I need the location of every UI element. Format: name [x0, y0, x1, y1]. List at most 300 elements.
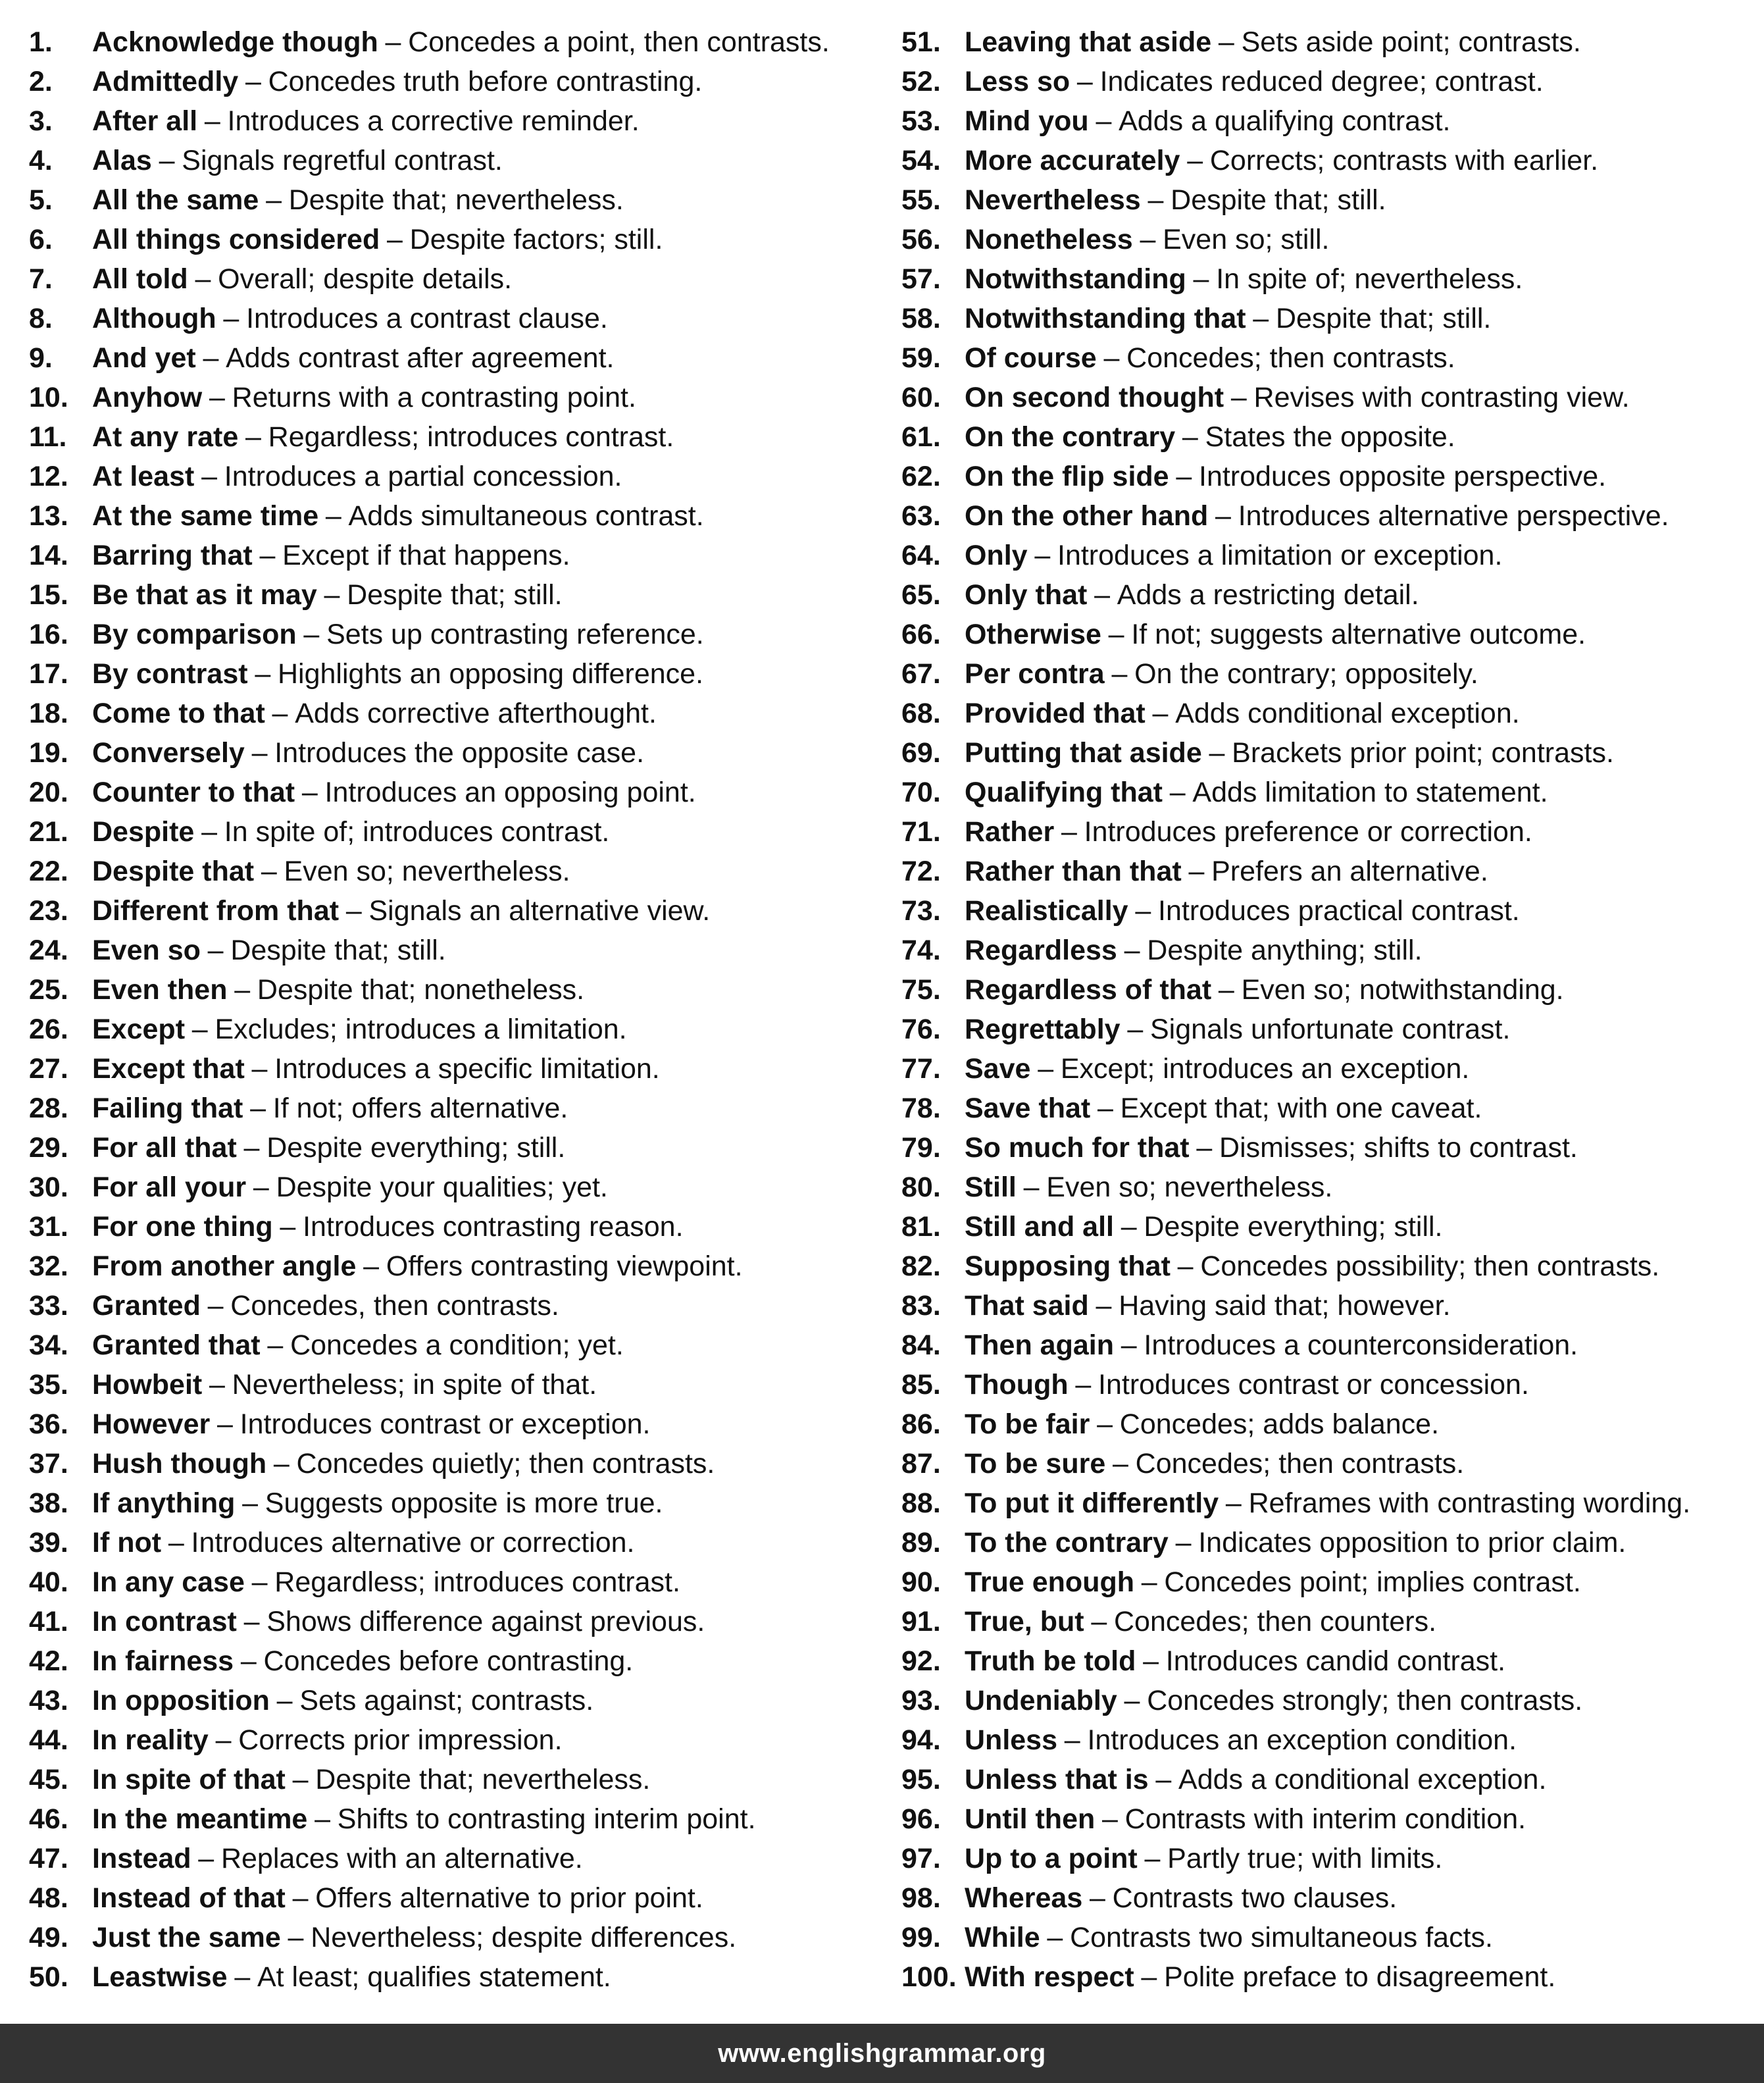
item-separator: – [1121, 1211, 1137, 1243]
item-number: 81. [901, 1211, 941, 1243]
list-item [901, 1681, 1764, 1720]
list-item [901, 417, 1764, 457]
item-term: For one thing [92, 1211, 273, 1243]
item-definition: Adds conditional exception. [1175, 698, 1520, 729]
list-item [901, 1049, 1764, 1089]
list-item [901, 1562, 1764, 1602]
item-separator: – [1047, 1922, 1063, 1953]
item-definition: Introduces an exception condition. [1087, 1724, 1517, 1756]
item-definition: Concedes point; implies contrast. [1164, 1566, 1581, 1598]
item-number: 6. [29, 224, 53, 255]
item-term: Rather [965, 816, 1055, 848]
list-item [901, 1325, 1764, 1365]
footer-bar [0, 2024, 1764, 2083]
item-term: If anything [92, 1487, 236, 1519]
list-item [901, 299, 1764, 338]
item-separator: – [191, 1014, 208, 1045]
item-separator: – [243, 1606, 260, 1637]
list-item [29, 1325, 897, 1365]
item-number: 38. [29, 1487, 68, 1519]
item-number: 17. [29, 658, 68, 690]
list-item [29, 299, 897, 338]
item-number: 2. [29, 66, 53, 97]
list-item [29, 852, 897, 891]
list-item [901, 1641, 1764, 1681]
list-item [901, 694, 1764, 733]
list-item [901, 338, 1764, 378]
list-item [901, 1602, 1764, 1641]
list-item [29, 1799, 897, 1839]
item-term: That said [965, 1290, 1089, 1322]
item-separator: – [1023, 1171, 1040, 1203]
item-number: 8. [29, 303, 53, 334]
item-definition: Adds limitation to statement. [1192, 777, 1548, 808]
list-item [901, 575, 1764, 615]
item-number: 24. [29, 935, 68, 966]
item-term: Despite that [92, 856, 255, 887]
item-number: 23. [29, 895, 68, 927]
item-term: Undeniably [965, 1685, 1117, 1716]
item-number: 98. [901, 1882, 941, 1914]
item-separator: – [1225, 1487, 1242, 1519]
item-number: 60. [901, 382, 941, 413]
item-separator: – [1076, 66, 1093, 97]
item-separator: – [217, 1408, 233, 1440]
item-term: Regardless of that [965, 974, 1212, 1006]
item-number: 76. [901, 1014, 941, 1045]
item-number: 16. [29, 619, 68, 650]
item-term: Up to a point [965, 1843, 1138, 1874]
item-term: Rather than that [965, 856, 1182, 887]
item-definition: Introduces alternative or correction. [191, 1527, 635, 1558]
item-number: 52. [901, 66, 941, 97]
item-separator: – [1094, 579, 1111, 611]
list-item [901, 220, 1764, 259]
item-definition: Highlights an opposing difference. [278, 658, 704, 690]
item-number: 14. [29, 540, 68, 571]
item-separator: – [204, 105, 220, 137]
item-separator: – [1218, 26, 1234, 58]
item-term: And yet [92, 342, 196, 374]
item-number: 78. [901, 1093, 941, 1124]
list-item [29, 1602, 897, 1641]
list-item [29, 378, 897, 417]
item-term: Unless [965, 1724, 1058, 1756]
item-separator: – [363, 1250, 380, 1282]
item-separator: – [267, 1329, 284, 1361]
item-term: At any rate [92, 421, 239, 453]
item-definition: Concedes, then contrasts. [230, 1290, 559, 1322]
item-definition: Signals an alternative view. [368, 895, 711, 927]
item-number: 44. [29, 1724, 68, 1756]
item-term: Putting that aside [965, 737, 1202, 769]
list-item [29, 1562, 897, 1602]
item-term: In contrast [92, 1606, 237, 1637]
item-definition: Except; introduces an exception. [1060, 1053, 1470, 1085]
item-definition: Nevertheless; despite differences. [311, 1922, 737, 1953]
item-term: Except [92, 1014, 186, 1045]
item-separator: – [1215, 500, 1231, 532]
item-definition: Indicates reduced degree; contrast. [1099, 66, 1544, 97]
item-number: 83. [901, 1290, 941, 1322]
list-item [29, 1089, 897, 1128]
item-definition: Introduces contrasting reason. [303, 1211, 684, 1243]
item-definition: Overall; despite details. [218, 263, 513, 295]
item-term: From another angle [92, 1250, 357, 1282]
item-number: 51. [901, 26, 941, 58]
item-definition: Indicates opposition to prior claim. [1198, 1527, 1626, 1558]
item-number: 61. [901, 421, 941, 453]
item-number: 82. [901, 1250, 941, 1282]
item-term: To put it differently [965, 1487, 1219, 1519]
item-term: If not [92, 1527, 162, 1558]
list-item [29, 417, 897, 457]
item-number: 96. [901, 1803, 941, 1835]
item-number: 91. [901, 1606, 941, 1637]
item-separator: – [259, 540, 276, 571]
list-item [901, 1918, 1764, 1957]
list-item [901, 852, 1764, 891]
item-definition: Adds a conditional exception. [1178, 1764, 1547, 1795]
item-definition: Introduces a partial concession. [224, 461, 622, 492]
list-item [29, 259, 897, 299]
item-separator: – [159, 145, 175, 176]
list-item [901, 457, 1764, 496]
item-number: 79. [901, 1132, 941, 1164]
item-separator: – [209, 382, 225, 413]
item-separator: – [1175, 1527, 1192, 1558]
list-item [29, 1681, 897, 1720]
list-item [901, 1207, 1764, 1247]
item-number: 67. [901, 658, 941, 690]
list-item [29, 773, 897, 812]
list-item [29, 1207, 897, 1247]
item-definition: Despite that; still. [1171, 184, 1386, 216]
item-definition: Contrasts with interim condition. [1124, 1803, 1526, 1835]
item-separator: – [1127, 1014, 1144, 1045]
item-number: 92. [901, 1645, 941, 1677]
item-definition: Concedes truth before contrasting. [268, 66, 703, 97]
item-definition: Nevertheless; in spite of that. [232, 1369, 597, 1401]
list-item [901, 259, 1764, 299]
item-definition: Concedes strongly; then contrasts. [1147, 1685, 1583, 1716]
item-number: 7. [29, 263, 53, 295]
item-separator: – [288, 1922, 304, 1953]
item-definition: Shows difference against previous. [266, 1606, 705, 1637]
list-item [901, 1365, 1764, 1404]
item-separator: – [292, 1882, 309, 1914]
item-definition: Shifts to contrasting interim point. [337, 1803, 756, 1835]
item-number: 36. [29, 1408, 68, 1440]
item-separator: – [240, 1645, 257, 1677]
item-term: Then again [965, 1329, 1114, 1361]
list-item [901, 180, 1764, 220]
item-number: 85. [901, 1369, 941, 1401]
item-number: 25. [29, 974, 68, 1006]
item-number: 46. [29, 1803, 68, 1835]
item-term: Save that [965, 1093, 1091, 1124]
item-term: Even then [92, 974, 228, 1006]
item-number: 70. [901, 777, 941, 808]
item-term: In opposition [92, 1685, 270, 1716]
item-term: With respect [965, 1961, 1134, 1993]
list-item [901, 536, 1764, 575]
item-number: 93. [901, 1685, 941, 1716]
item-term: On second thought [965, 382, 1224, 413]
item-term: Counter to that [92, 777, 295, 808]
list-item [29, 1957, 897, 1997]
item-number: 69. [901, 737, 941, 769]
item-number: 30. [29, 1171, 68, 1203]
item-separator: – [1193, 263, 1209, 295]
list-item [29, 1247, 897, 1286]
item-separator: – [207, 1290, 224, 1322]
item-definition: Introduces a counterconsideration. [1144, 1329, 1578, 1361]
item-definition: Introduces preference or correction. [1084, 816, 1532, 848]
item-definition: Prefers an alternative. [1211, 856, 1488, 887]
item-definition: Sets up contrasting reference. [326, 619, 704, 650]
item-term: By comparison [92, 619, 297, 650]
item-term: By contrast [92, 658, 248, 690]
item-term: In fairness [92, 1645, 234, 1677]
item-term: Otherwise [965, 619, 1101, 650]
item-term: Be that as it may [92, 579, 317, 611]
item-number: 42. [29, 1645, 68, 1677]
item-number: 45. [29, 1764, 68, 1795]
list-item [901, 1089, 1764, 1128]
item-separator: – [209, 1369, 225, 1401]
item-separator: – [1038, 1053, 1054, 1085]
item-term: However [92, 1408, 211, 1440]
item-term: Admittedly [92, 66, 239, 97]
item-definition: Despite that; still. [1275, 303, 1492, 334]
item-number: 28. [29, 1093, 68, 1124]
item-number: 56. [901, 224, 941, 255]
item-separator: – [234, 974, 251, 1006]
item-term: In spite of that [92, 1764, 286, 1795]
item-separator: – [245, 66, 261, 97]
item-separator: – [1169, 777, 1186, 808]
list-item [901, 1168, 1764, 1207]
item-separator: – [1064, 1724, 1080, 1756]
item-definition: Replaces with an alternative. [220, 1843, 583, 1874]
item-separator: – [1113, 1448, 1128, 1479]
item-separator: – [1144, 1843, 1161, 1874]
item-term: Until then [965, 1803, 1096, 1835]
item-definition: At least; qualifies statement. [257, 1961, 611, 1993]
item-definition: Even so; still. [1163, 224, 1330, 255]
list-item [901, 773, 1764, 812]
item-definition: Even so; nevertheless. [1046, 1171, 1333, 1203]
item-number: 48. [29, 1882, 68, 1914]
item-separator: – [1061, 816, 1077, 848]
item-term: Still and all [965, 1211, 1114, 1243]
item-separator: – [345, 895, 362, 927]
item-term: In the meantime [92, 1803, 308, 1835]
item-definition: Sets against; contrasts. [299, 1685, 594, 1716]
item-number: 49. [29, 1922, 68, 1953]
list-item [29, 575, 897, 615]
item-definition: Concedes; then contrasts. [1126, 342, 1455, 374]
item-definition: Adds contrast after agreement. [226, 342, 615, 374]
item-number: 32. [29, 1250, 68, 1282]
item-term: All things considered [92, 224, 380, 255]
item-definition: Reframes with contrasting wording. [1248, 1487, 1691, 1519]
item-definition: Excludes; introduces a limitation. [214, 1014, 627, 1045]
item-term: Even so [92, 935, 201, 966]
item-term: More accurately [965, 145, 1180, 176]
item-separator: – [255, 658, 271, 690]
item-separator: – [1152, 698, 1169, 729]
item-definition: Contrasts two simultaneous facts. [1070, 1922, 1493, 1953]
item-separator: – [1230, 382, 1247, 413]
list-item [901, 1128, 1764, 1168]
item-definition: In spite of; nevertheless. [1216, 263, 1523, 295]
item-definition: Despite that; nevertheless. [315, 1764, 651, 1795]
item-separator: – [1155, 1764, 1172, 1795]
item-number: 89. [901, 1527, 941, 1558]
item-number: 21. [29, 816, 68, 848]
item-separator: – [1177, 1250, 1194, 1282]
item-definition: Offers alternative to prior point. [315, 1882, 703, 1914]
list-item [29, 654, 897, 694]
item-separator: – [1090, 1882, 1105, 1914]
item-separator: – [1124, 1685, 1140, 1716]
item-number: 3. [29, 105, 53, 137]
item-definition: Regardless; introduces contrast. [274, 1566, 680, 1598]
item-term: Less so [965, 66, 1071, 97]
item-definition: Partly true; with limits. [1167, 1843, 1443, 1874]
item-definition: Introduces a limitation or exception. [1057, 540, 1503, 571]
list-item [29, 812, 897, 852]
item-separator: – [1253, 303, 1269, 334]
item-definition: Despite that; still. [230, 935, 446, 966]
item-number: 95. [901, 1764, 941, 1795]
item-term: All the same [92, 184, 259, 216]
item-number: 33. [29, 1290, 68, 1322]
item-separator: – [1097, 1408, 1113, 1440]
list-item [29, 338, 897, 378]
item-separator: – [273, 1448, 290, 1479]
item-term: To be fair [965, 1408, 1090, 1440]
item-separator: – [261, 856, 277, 887]
item-term: Alas [92, 145, 152, 176]
item-definition: Even so; notwithstanding. [1241, 974, 1564, 1006]
item-number: 43. [29, 1685, 68, 1716]
list-item [901, 1010, 1764, 1049]
item-definition: Introduces alternative perspective. [1238, 500, 1669, 532]
list-item [29, 457, 897, 496]
item-separator: – [386, 224, 403, 255]
item-separator: – [1121, 1329, 1137, 1361]
item-term: Mind you [965, 105, 1089, 137]
item-definition: Introduces a corrective reminder. [227, 105, 640, 137]
item-term: Still [965, 1171, 1017, 1203]
item-separator: – [1075, 1369, 1092, 1401]
list-item [901, 1523, 1764, 1562]
item-number: 66. [901, 619, 941, 650]
item-number: 94. [901, 1724, 941, 1756]
list-item [29, 615, 897, 654]
item-separator: – [215, 1724, 232, 1756]
item-number: 59. [901, 342, 941, 374]
item-definition: Introduces the opposite case. [274, 737, 645, 769]
item-separator: – [1111, 658, 1128, 690]
item-number: 31. [29, 1211, 68, 1243]
item-separator: – [315, 1803, 331, 1835]
list-item [29, 180, 897, 220]
list-item [29, 733, 897, 773]
list-item [29, 62, 897, 101]
item-separator: – [251, 1566, 268, 1598]
item-definition: Adds corrective afterthought. [295, 698, 657, 729]
item-separator: – [223, 303, 239, 334]
item-number: 97. [901, 1843, 941, 1874]
list-item [29, 1168, 897, 1207]
item-separator: – [280, 1211, 296, 1243]
item-definition: Signals unfortunate contrast. [1150, 1014, 1511, 1045]
item-separator: – [250, 1093, 266, 1124]
item-separator: – [1141, 1566, 1157, 1598]
item-separator: – [245, 421, 261, 453]
list-item [29, 1720, 897, 1760]
item-term: Acknowledge though [92, 26, 378, 58]
item-number: 80. [901, 1171, 941, 1203]
item-term: Notwithstanding [965, 263, 1186, 295]
item-term: Whereas [965, 1882, 1083, 1914]
item-term: Of course [965, 342, 1097, 374]
item-number: 58. [901, 303, 941, 334]
list-item [29, 1049, 897, 1089]
item-number: 11. [29, 421, 67, 453]
item-term: Except that [92, 1053, 245, 1085]
item-number: 4. [29, 145, 53, 176]
list-column-right [901, 22, 1764, 1997]
list-item [29, 1839, 897, 1878]
item-number: 13. [29, 500, 68, 532]
item-number: 22. [29, 856, 68, 887]
item-definition: Concedes a condition; yet. [290, 1329, 624, 1361]
item-term: On the other hand [965, 500, 1209, 532]
item-separator: – [325, 500, 341, 532]
list-item [901, 891, 1764, 931]
item-definition: Concedes; then counters. [1113, 1606, 1437, 1637]
item-number: 64. [901, 540, 941, 571]
item-separator: – [1091, 1606, 1107, 1637]
list-item [901, 654, 1764, 694]
item-term: Realistically [965, 895, 1128, 927]
item-term: Come to that [92, 698, 265, 729]
list-item [901, 615, 1764, 654]
item-separator: – [243, 1132, 260, 1164]
item-term: To be sure [965, 1448, 1106, 1479]
item-term: Per contra [965, 658, 1105, 690]
list-item [901, 496, 1764, 536]
item-definition: Having said that; however. [1119, 1290, 1451, 1322]
item-number: 71. [901, 816, 941, 848]
item-separator: – [203, 342, 219, 374]
item-definition: Adds a restricting detail. [1117, 579, 1419, 611]
item-separator: – [1102, 1803, 1118, 1835]
item-definition: Adds simultaneous contrast. [348, 500, 704, 532]
item-number: 9. [29, 342, 53, 374]
item-number: 73. [901, 895, 941, 927]
item-number: 62. [901, 461, 941, 492]
item-term: To the contrary [965, 1527, 1169, 1558]
item-term: On the flip side [965, 461, 1169, 492]
item-number: 34. [29, 1329, 68, 1361]
item-separator: – [276, 1685, 293, 1716]
